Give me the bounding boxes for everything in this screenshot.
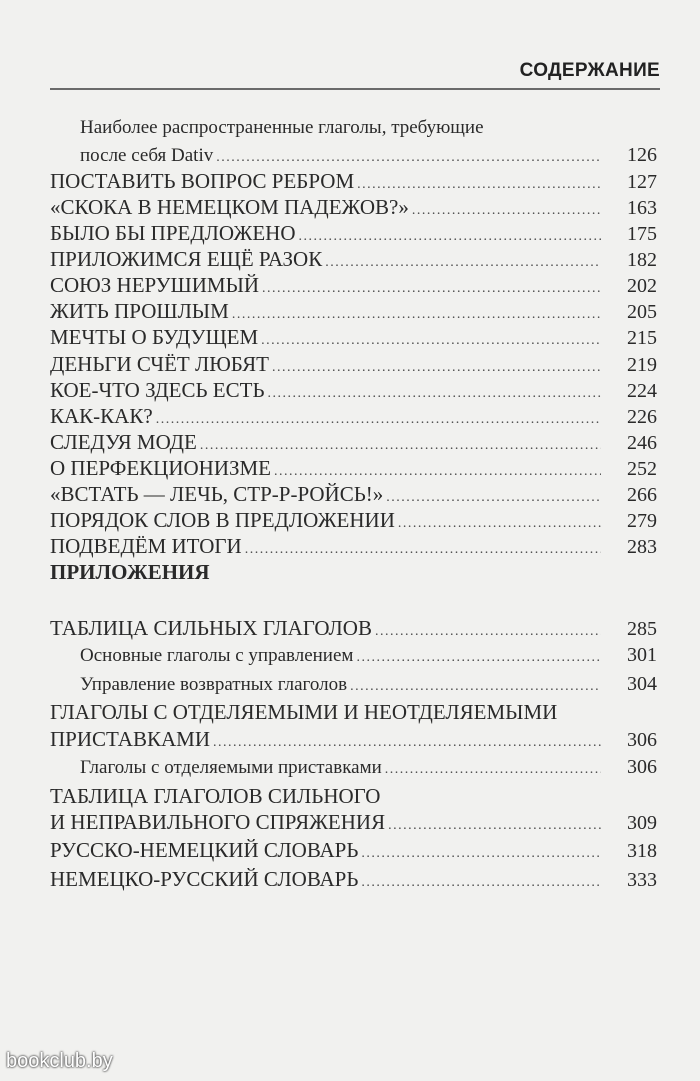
- toc-entry-title: Глаголы с отделяемыми приставками: [80, 757, 382, 778]
- toc-entry-title: И НЕПРАВИЛЬНОГО СПРЯЖЕНИЯ: [50, 810, 386, 834]
- toc-entry-page: 309: [627, 812, 657, 834]
- toc-entry-title: СОЮЗ НЕРУШИМЫЙ: [50, 273, 260, 297]
- toc-entry-page: 306: [627, 756, 657, 778]
- toc-entry-title: ДЕНЬГИ СЧЁТ ЛЮБЯТ: [50, 352, 269, 376]
- dot-leader: [361, 876, 601, 890]
- toc-entry-title: ТАБЛИЦА СИЛЬНЫХ ГЛАГОЛОВ: [50, 616, 372, 640]
- toc-entry: [80, 145, 657, 165]
- toc-entry-page: 304: [627, 673, 657, 695]
- toc-entry-title: Основные глаголы с управлением: [80, 645, 354, 666]
- dot-leader: [272, 361, 601, 375]
- dot-leader: [261, 334, 601, 348]
- dot-leader: [299, 230, 601, 244]
- toc-entry-title: ПОДВЕДЁМ ИТОГИ: [50, 534, 242, 558]
- toc-entry: [50, 249, 657, 270]
- toc-entry: [50, 786, 657, 807]
- toc-entry-page: 246: [627, 432, 657, 454]
- toc-entry-page: 285: [627, 618, 657, 640]
- running-header: [50, 58, 660, 90]
- toc-entry: [80, 118, 657, 137]
- toc-entry-page: 205: [627, 301, 657, 323]
- toc-entry-title: «СКОКА В НЕМЕЦКОМ ПАДЕЖОВ?»: [50, 195, 409, 219]
- toc-entry: [50, 536, 657, 557]
- watermark: bookclub.by: [6, 1050, 113, 1072]
- toc-entry-page: 318: [627, 840, 657, 862]
- toc-entry: [50, 458, 657, 479]
- toc-entry-title: БЫЛО БЫ ПРЕДЛОЖЕНО: [50, 221, 296, 245]
- toc-entry-page: 163: [627, 197, 657, 219]
- dot-leader: [200, 439, 601, 453]
- toc-entry: [80, 674, 657, 694]
- toc-entry-page: 333: [627, 869, 657, 891]
- dot-leader: [245, 543, 601, 557]
- dot-leader: [156, 413, 601, 427]
- dot-leader: [356, 651, 601, 665]
- dot-leader: [232, 308, 601, 322]
- toc-entry-title: КОЕ-ЧТО ЗДЕСЬ ЕСТЬ: [50, 378, 265, 402]
- toc-entry-title: ЖИТЬ ПРОШЛЫМ: [50, 299, 229, 323]
- toc-entry: [50, 171, 657, 192]
- toc-entry: [80, 645, 657, 665]
- toc-entry-page: 175: [627, 223, 657, 245]
- toc-entry-title: ПРИЛОЖЕНИЯ: [50, 560, 210, 584]
- toc-entry: [50, 840, 657, 861]
- toc-entry-title: НЕМЕЦКО-РУССКИЙ СЛОВАРЬ: [50, 867, 359, 891]
- toc-entry-page: 182: [627, 249, 657, 271]
- toc-entry-title: ТАБЛИЦА ГЛАГОЛОВ СИЛЬНОГО: [50, 784, 381, 808]
- dot-leader: [213, 736, 601, 750]
- toc-entry: [50, 327, 657, 348]
- toc-entry: [50, 510, 657, 531]
- toc-entry: [50, 869, 657, 890]
- dot-leader: [388, 819, 601, 833]
- toc-entry-page: 215: [627, 327, 657, 349]
- toc-entry-page: 301: [627, 644, 657, 666]
- toc-entry-page: 283: [627, 536, 657, 558]
- toc-entry-title: О ПЕРФЕКЦИОНИЗМЕ: [50, 456, 272, 480]
- toc-entry-page: 126: [627, 144, 657, 166]
- dot-leader: [386, 491, 601, 505]
- toc-entry-title: после себя Dativ: [80, 145, 214, 166]
- toc-entry-page: 127: [627, 171, 657, 193]
- dot-leader: [357, 178, 601, 192]
- toc-entry: [50, 702, 657, 723]
- toc-entry-title: ГЛАГОЛЫ С ОТДЕЛЯЕМЫМИ И НЕОТДЕЛЯЕМЫМИ: [50, 700, 558, 724]
- toc-entry: [50, 223, 657, 244]
- dot-leader: [274, 465, 601, 479]
- dot-leader: [361, 847, 601, 861]
- toc-entry: [50, 484, 657, 505]
- dot-leader: [262, 282, 601, 296]
- toc-entry-title: СЛЕДУЯ МОДЕ: [50, 430, 197, 454]
- toc-entry-page: 226: [627, 406, 657, 428]
- toc-entry: [50, 729, 657, 750]
- toc-entry-title: Наиболее распространенные глаголы, требующие: [80, 117, 484, 138]
- toc-entry: [50, 618, 657, 639]
- toc-entry-title: РУССКО-НЕМЕЦКИЙ СЛОВАРЬ: [50, 838, 359, 862]
- toc-entry-title: МЕЧТЫ О БУДУЩЕМ: [50, 325, 259, 349]
- toc-entry-page: 202: [627, 275, 657, 297]
- dot-leader: [325, 256, 601, 270]
- toc-entry-title: ПОРЯДОК СЛОВ В ПРЕДЛОЖЕНИИ: [50, 508, 395, 532]
- dot-leader: [268, 387, 601, 401]
- dot-leader: [398, 517, 601, 531]
- dot-leader: [350, 680, 601, 694]
- toc-entry: [50, 301, 657, 322]
- toc-entry: [80, 757, 657, 777]
- toc-entry: [50, 354, 657, 375]
- toc-entry: [50, 562, 657, 583]
- toc-entry-page: 219: [627, 354, 657, 376]
- toc-entry-page: 224: [627, 380, 657, 402]
- dot-leader: [412, 204, 601, 218]
- toc-entry-title: ПОСТАВИТЬ ВОПРОС РЕБРОМ: [50, 169, 355, 193]
- toc-entry-page: 252: [627, 458, 657, 480]
- toc-entry: [50, 406, 657, 427]
- toc-entry: [50, 197, 657, 218]
- toc-entry: [50, 812, 657, 833]
- toc-entry: [50, 432, 657, 453]
- toc-entry-page: 279: [627, 510, 657, 532]
- dot-leader: [216, 151, 601, 165]
- toc-entry-page: 266: [627, 484, 657, 506]
- dot-leader: [375, 625, 601, 639]
- toc-entry-title: ПРИЛОЖИМСЯ ЕЩЁ РАЗОК: [50, 247, 323, 271]
- toc-entry-title: Управление возвратных глаголов: [80, 674, 348, 695]
- toc-entry: [50, 275, 657, 296]
- header-title: СОДЕРЖАНИЕ: [519, 60, 660, 81]
- toc-entry-title: «ВСТАТЬ — ЛЕЧЬ, СТР-Р-РОЙСЬ!»: [50, 482, 384, 506]
- toc-entry-title: ПРИСТАВКАМИ: [50, 727, 210, 751]
- toc-entry-page: 306: [627, 729, 657, 751]
- toc-entry-title: КАК-КАК?: [50, 404, 153, 428]
- dot-leader: [385, 763, 601, 777]
- toc-entry: [50, 380, 657, 401]
